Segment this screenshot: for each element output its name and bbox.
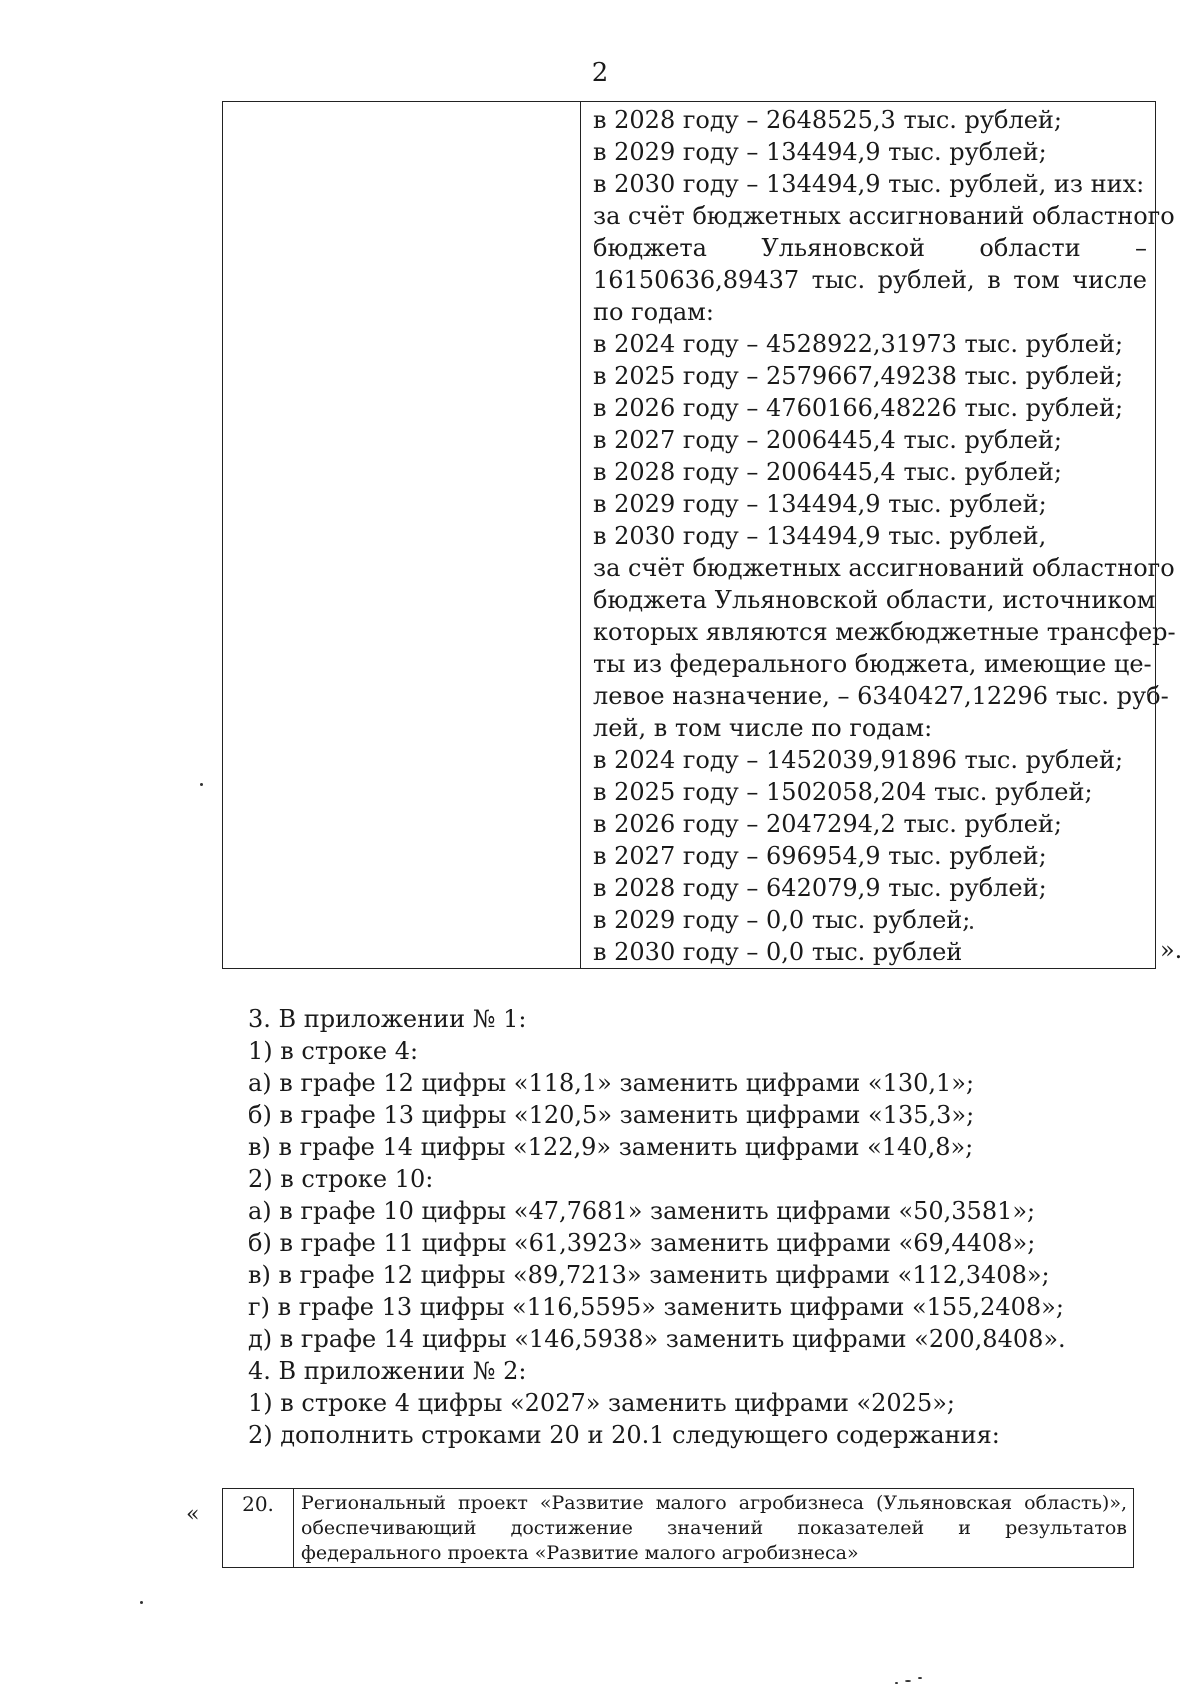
- page-number: 2: [591, 58, 609, 88]
- funding-line: в 2027 году – 696954,9 тыс. рублей;: [593, 842, 1047, 870]
- funding-line: бюджета Ульяновской области –: [593, 234, 1147, 262]
- funding-line: бюджета Ульяновской области, источником: [593, 586, 1156, 614]
- project-description: [294, 1489, 1134, 1568]
- amendment-line: б) в графе 11 цифры «61,3923» заменить цифрами «69,4408»;: [248, 1229, 1036, 1257]
- amendment-line: д) в графе 14 цифры «146,5938» заменить цифрами «200,8408».: [248, 1325, 1066, 1353]
- funding-line: в 2028 году – 642079,9 тыс. рублей;: [593, 874, 1047, 902]
- funding-line: за счёт бюджетных ассигнований областного: [593, 202, 1175, 230]
- funding-line: левое назначение, – 6340427,12296 тыс. руб-: [593, 682, 1169, 710]
- closing-quote-mark: ».: [1160, 936, 1183, 964]
- amendment-line: а) в графе 10 цифры «47,7681» заменить цифрами «50,3581»;: [248, 1197, 1036, 1225]
- funding-line: лей, в том числе по годам:: [593, 714, 933, 742]
- funding-line: в 2024 году – 1452039,91896 тыс. рублей;: [593, 746, 1124, 774]
- table-row: [223, 1489, 1134, 1568]
- amendment-line: 1) в строке 4:: [248, 1037, 419, 1065]
- scan-speck: [905, 1680, 911, 1682]
- amendment-line: г) в графе 13 цифры «116,5595» заменить цифрами «155,2408»;: [248, 1293, 1064, 1321]
- funding-line: в 2026 году – 2047294,2 тыс. рублей;: [593, 810, 1062, 838]
- project-text-line: обеспечивающий достижение значений показателей и результатов: [301, 1517, 1127, 1539]
- funding-table: [222, 101, 1176, 969]
- amendment-line: 4. В приложении № 2:: [248, 1357, 527, 1385]
- scan-speck: [200, 783, 203, 786]
- funding-line: в 2025 году – 2579667,49238 тыс. рублей;: [593, 362, 1124, 390]
- funding-line: за счёт бюджетных ассигнований областного: [593, 554, 1175, 582]
- funding-line: в 2030 году – 134494,9 тыс. рублей, из них:: [593, 170, 1145, 198]
- funding-line: в 2026 году – 4760166,48226 тыс. рублей;: [593, 394, 1124, 422]
- amendment-line: б) в графе 13 цифры «120,5» заменить цифрами «135,3»;: [248, 1101, 975, 1129]
- project-text-line: федерального проекта «Развитие малого агробизнеса»: [301, 1542, 859, 1564]
- funding-line: которых являются межбюджетные трансфер-: [593, 618, 1176, 646]
- amendment-line: а) в графе 12 цифры «118,1» заменить цифрами «130,1»;: [248, 1069, 975, 1097]
- amendment-line: в) в графе 12 цифры «89,7213» заменить цифрами «112,3408»;: [248, 1261, 1050, 1289]
- project-table: [222, 1488, 1134, 1568]
- funding-line: ты из федерального бюджета, имеющие це-: [593, 650, 1152, 678]
- funding-line: по годам:: [593, 298, 714, 326]
- amendment-line: в) в графе 14 цифры «122,9» заменить цифрами «140,8»;: [248, 1133, 974, 1161]
- amendment-line: 2) в строке 10:: [248, 1165, 434, 1193]
- funding-line: в 2030 году – 0,0 тыс. рублей: [593, 938, 963, 966]
- amendment-line: 2) дополнить строками 20 и 20.1 следующего содержания:: [248, 1421, 1000, 1449]
- funding-line: в 2024 году – 4528922,31973 тыс. рублей;: [593, 330, 1124, 358]
- opening-quote-mark: «: [186, 1502, 200, 1527]
- funding-table-empty-cell: [223, 102, 581, 969]
- scan-speck: [140, 1601, 143, 1604]
- funding-line: в 2028 году – 2648525,3 тыс. рублей;: [593, 106, 1062, 134]
- funding-line: в 2027 году – 2006445,4 тыс. рублей;: [593, 426, 1062, 454]
- funding-line: в 2028 году – 2006445,4 тыс. рублей;: [593, 458, 1062, 486]
- scan-speck: [918, 1677, 922, 1679]
- row-number: 20.: [223, 1489, 294, 1568]
- funding-line: в 2025 году – 1502058,204 тыс. рублей;: [593, 778, 1093, 806]
- funding-table-text-cell: [581, 102, 1176, 969]
- amendment-line: 3. В приложении № 1:: [248, 1005, 527, 1033]
- funding-line: в 2029 году – 134494,9 тыс. рублей;: [593, 490, 1047, 518]
- scan-speck: [970, 926, 973, 929]
- funding-line: в 2030 году – 134494,9 тыс. рублей,: [593, 522, 1047, 550]
- funding-line: 16150636,89437 тыс. рублей, в том числе: [593, 266, 1147, 294]
- funding-line: в 2029 году – 0,0 тыс. рублей;: [593, 906, 971, 934]
- project-text-line: Региональный проект «Развитие малого агробизнеса (Ульяновская область)»,: [301, 1492, 1127, 1514]
- scan-speck: [895, 1682, 898, 1684]
- amendment-line: 1) в строке 4 цифры «2027» заменить цифрами «2025»;: [248, 1389, 955, 1417]
- amendments-list: [248, 1003, 1066, 1451]
- funding-line: в 2029 году – 134494,9 тыс. рублей;: [593, 138, 1047, 166]
